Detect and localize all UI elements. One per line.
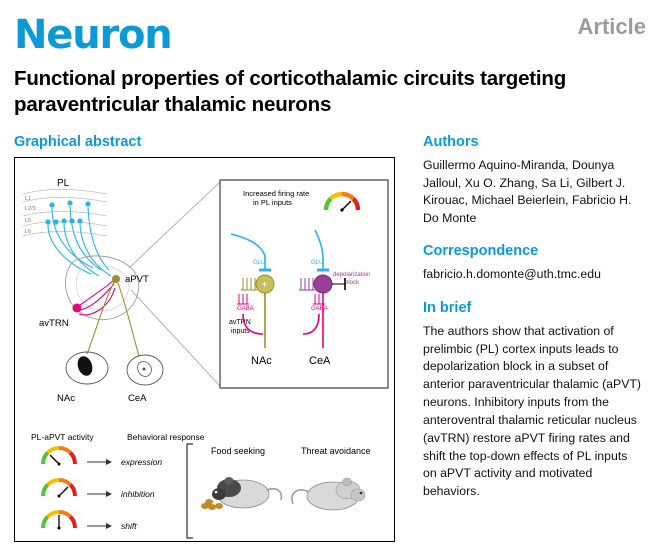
journal-logo: Neuron bbox=[14, 12, 172, 58]
svg-text:avTRN: avTRN bbox=[229, 319, 251, 327]
graphical-abstract-svg bbox=[15, 158, 394, 541]
svg-text:Food seeking: Food seeking bbox=[211, 446, 266, 457]
svg-text:block: block bbox=[345, 280, 360, 287]
svg-text:L2/3: L2/3 bbox=[25, 206, 36, 213]
svg-text:Behavioral response: Behavioral response bbox=[127, 432, 205, 443]
svg-text:depolarization: depolarization bbox=[333, 272, 371, 279]
svg-text:CeA: CeA bbox=[309, 355, 331, 368]
svg-text:shift: shift bbox=[121, 521, 137, 532]
svg-text:L1: L1 bbox=[25, 196, 32, 203]
graphical-abstract-column bbox=[14, 134, 409, 542]
svg-text:CeA: CeA bbox=[128, 393, 147, 405]
in-brief-heading: In brief bbox=[423, 299, 472, 316]
authors-heading: Authors bbox=[423, 134, 479, 151]
svg-text:inputs: inputs bbox=[231, 328, 250, 336]
svg-text:in PL inputs: in PL inputs bbox=[253, 198, 292, 208]
svg-text:avTRN: avTRN bbox=[39, 318, 69, 330]
correspondence-email[interactable]: fabricio.h.domonte@uth.tmc.edu bbox=[423, 267, 601, 282]
masthead bbox=[14, 0, 646, 60]
correspondence-heading: Correspondence bbox=[423, 243, 539, 260]
svg-text:NAc: NAc bbox=[57, 393, 75, 405]
graphical-abstract-figure bbox=[14, 157, 395, 542]
in-brief-text: The authors show that activation of prelimbic (PL) cortex inputs leads to depolarization block in a subset of anterior paraventricular thalamic (aPVT) neurons. Inhibitory inputs from the anteroventral thalamic reticular nucleus (avTRN) restore aPVT firing rates and shift the top-down effects of PL inputs on aPVT activity and motivated behaviors. bbox=[423, 323, 642, 499]
svg-text:GLU: GLU bbox=[253, 260, 266, 267]
svg-text:PL: PL bbox=[57, 178, 70, 190]
article-type-label: Article bbox=[577, 14, 646, 39]
svg-text:expression: expression bbox=[121, 457, 163, 468]
graphical-abstract-heading: Graphical abstract bbox=[14, 134, 142, 151]
page-title: Functional properties of corticothalamic circuits targeting paraventricular thalamic neurons bbox=[14, 67, 567, 117]
svg-text:Threat avoidance: Threat avoidance bbox=[301, 446, 371, 457]
svg-text:PL-aPVT activity: PL-aPVT activity bbox=[31, 432, 94, 443]
svg-text:+: + bbox=[261, 280, 268, 292]
svg-text:GABA: GABA bbox=[237, 306, 254, 313]
svg-text:GLU: GLU bbox=[311, 260, 324, 267]
svg-text:aPVT: aPVT bbox=[125, 274, 149, 286]
svg-text:GABA: GABA bbox=[311, 306, 328, 313]
svg-text:NAc: NAc bbox=[251, 355, 272, 368]
authors-list: Guillermo Aquino-Miranda, Dounya Jalloul, Xu O. Zhang, Sa Li, Gilbert J. Kirouac, Michael Beierlein, Fabricio H. Do Monte bbox=[423, 158, 632, 225]
svg-text:L6: L6 bbox=[25, 229, 32, 236]
article-body bbox=[14, 134, 646, 542]
svg-text:L5: L5 bbox=[25, 218, 32, 225]
article-meta-column bbox=[409, 134, 644, 542]
svg-text:Increased firing rate: Increased firing rate bbox=[243, 189, 310, 199]
svg-text:inhibition: inhibition bbox=[121, 489, 155, 500]
